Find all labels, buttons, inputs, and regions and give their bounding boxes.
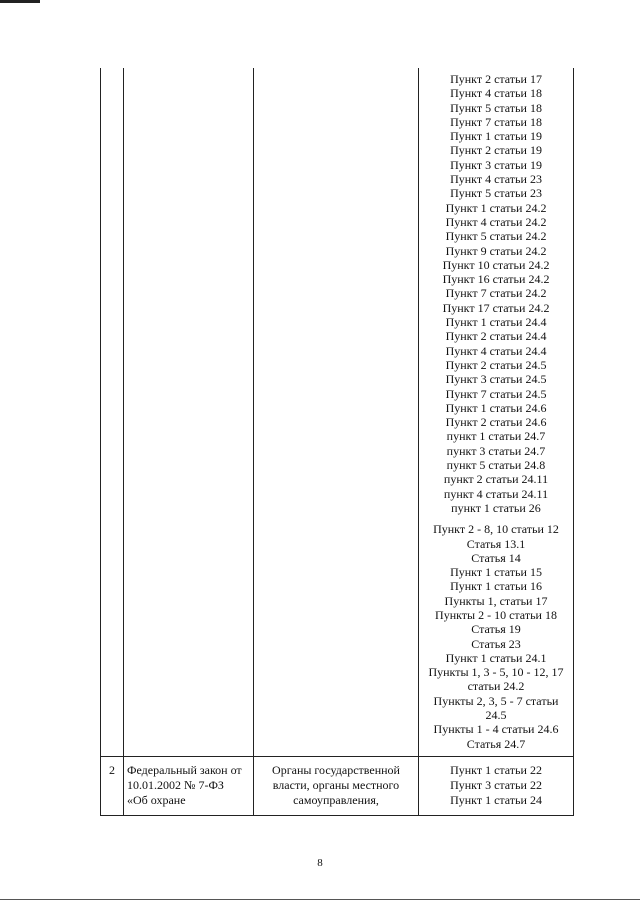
article-item: Пункт 1 статьи 24.2 xyxy=(445,200,547,215)
table-col-divider-1 xyxy=(123,68,124,816)
article-item: Пункт 3 статьи 19 xyxy=(450,157,542,172)
article-item: Пункт 3 статьи 22 xyxy=(450,778,542,792)
articles-list-group-2 xyxy=(420,522,572,751)
article-item: Пункт 17 статьи 24.2 xyxy=(442,300,550,315)
article-item: Пункт 3 статьи 24.5 xyxy=(445,372,547,387)
article-item: Статья 19 xyxy=(471,622,521,637)
article-item: пункт 5 статьи 24.8 xyxy=(446,458,546,473)
article-item: Пункт 1 статьи 24.6 xyxy=(445,400,547,415)
article-item: Пункт 2 статьи 24.4 xyxy=(445,329,547,344)
article-item: Пункт 7 статьи 24.5 xyxy=(445,386,547,401)
article-item: Пункт 2 статьи 17 xyxy=(450,72,542,86)
article-item: Пункт 7 статьи 24.2 xyxy=(445,286,547,301)
article-item: Пункт 2 статьи 24.5 xyxy=(445,357,547,372)
article-item: Пункт 10 статьи 24.2 xyxy=(442,257,550,272)
law-title-line: Федеральный закон от xyxy=(127,763,242,777)
article-item: Пункт 16 статьи 24.2 xyxy=(442,272,550,287)
law-title-cell xyxy=(127,763,252,808)
page-number: 8 xyxy=(317,857,323,869)
article-item: Пункт 1 статьи 19 xyxy=(450,129,542,144)
article-item: Пункт 1 статьи 24.4 xyxy=(445,315,547,330)
row2-articles-cell xyxy=(420,763,572,808)
scan-bottom-edge xyxy=(0,899,640,900)
row-number: 2 xyxy=(109,763,115,777)
article-item: пункт 1 статьи 26 xyxy=(451,500,541,515)
article-item: Пункт 5 статьи 23 xyxy=(450,186,542,201)
article-item: Пункт 2 статьи 24.6 xyxy=(445,415,547,430)
article-item: Пункт 1 статьи 15 xyxy=(450,565,542,580)
article-item: пункт 3 статьи 24.7 xyxy=(446,443,546,458)
article-item: пункт 2 статьи 24.11 xyxy=(443,472,549,487)
article-item: Статья 13.1 xyxy=(466,536,526,551)
table-bottom-border xyxy=(100,815,574,816)
table-border-left xyxy=(100,68,101,816)
article-item: Пункт 4 статьи 23 xyxy=(450,172,542,187)
articles-list-group-1 xyxy=(420,72,572,515)
article-item: Пункт 1 статьи 24.1 xyxy=(445,650,547,665)
article-item: пункт 1 статьи 24.7 xyxy=(446,429,546,444)
article-item: Статья 23 xyxy=(471,636,521,651)
article-item: Пункт 5 статьи 24.2 xyxy=(445,229,547,244)
article-item: Пункт 4 статьи 24.2 xyxy=(445,214,547,229)
articles-cell-continued xyxy=(420,72,572,751)
article-item: Пункт 2 - 8, 10 статьи 12 xyxy=(433,522,559,537)
law-title-line: 10.01.2002 № 7-ФЗ xyxy=(127,778,224,792)
article-item: Пункт 1 статьи 24 xyxy=(450,793,542,807)
organizations-line: Органы государственной xyxy=(272,763,400,777)
article-item: Пункт 2 статьи 19 xyxy=(450,143,542,158)
organizations-line: самоуправления, xyxy=(293,793,379,807)
article-item: пункт 4 статьи 24.11 xyxy=(443,486,549,501)
article-item: Пункты 1 - 4 статьи 24.6 xyxy=(433,722,559,737)
scan-artifact xyxy=(0,0,40,3)
article-item: Пункты 1, 3 - 5, 10 - 12, 17 xyxy=(428,665,564,680)
article-item: Пункт 4 статьи 18 xyxy=(450,86,542,101)
table-border-right xyxy=(573,68,574,816)
article-item: статьи 24.2 xyxy=(467,679,525,694)
article-item: Статья 24.7 xyxy=(466,736,526,751)
article-item: Пункт 5 статьи 18 xyxy=(450,100,542,115)
article-item: Пункт 1 статьи 22 xyxy=(450,763,542,777)
article-item: Пункт 7 статьи 18 xyxy=(450,114,542,129)
law-title-line: «Об охране xyxy=(127,793,186,807)
article-item: Пункт 9 статьи 24.2 xyxy=(445,243,547,258)
article-item: Пункты 2 - 10 статьи 18 xyxy=(435,607,557,622)
article-item: Пункт 1 статьи 16 xyxy=(450,579,542,594)
article-item: Пункты 2, 3, 5 - 7 статьи xyxy=(433,693,559,708)
table-col-divider-3 xyxy=(418,68,419,816)
article-item: Пункты 1, статьи 17 xyxy=(444,593,548,608)
organizations-cell xyxy=(255,763,417,808)
organizations-line: власти, органы местного xyxy=(272,778,400,792)
article-item: Пункт 4 статьи 24.4 xyxy=(445,343,547,358)
table-row-divider xyxy=(100,756,574,757)
table-col-divider-2 xyxy=(253,68,254,816)
article-item: Статья 14 xyxy=(471,550,521,565)
article-item: 24.5 xyxy=(485,708,507,723)
